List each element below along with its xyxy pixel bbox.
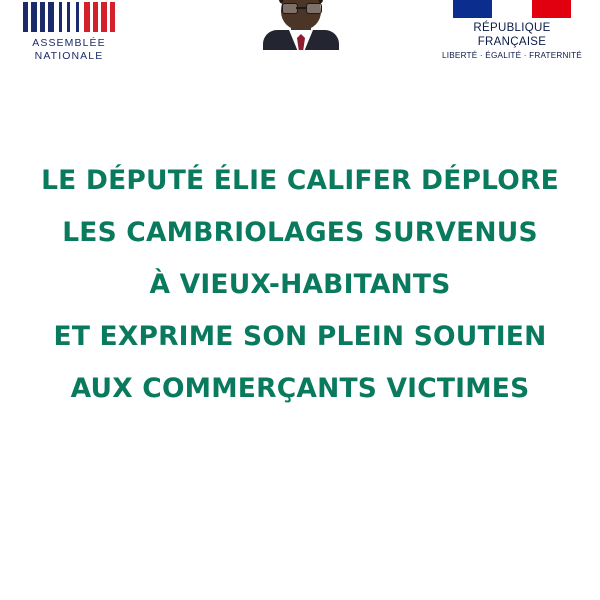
page-header (0, 0, 600, 78)
flag-stripe-white (54, 2, 85, 32)
headline-line: LES CAMBRIOLAGES SURVENUS (62, 217, 538, 248)
french-tricolor-flag-icon (453, 0, 571, 18)
republique-name: RÉPUBLIQUE FRANÇAISE (473, 22, 551, 48)
headline-line: LE DÉPUTÉ ÉLIE CALIFER DÉPLORE (41, 165, 559, 196)
portrait-glasses-bridge (296, 7, 306, 9)
tricolor-red (532, 0, 571, 18)
tricolor-white (492, 0, 531, 18)
flag-stripe-red (84, 2, 115, 32)
tricolor-blue (453, 0, 492, 18)
assemblee-nationale-logo (14, 2, 124, 63)
headline-line: ET EXPRIME SON PLEIN SOUTIEN (53, 321, 547, 352)
republique-francaise-logo (438, 0, 586, 62)
headline-line: À VIEUX-HABITANTS (149, 269, 451, 300)
assemblee-logo-line2: NATIONALE (34, 50, 104, 62)
announcement-headline (0, 155, 600, 415)
republique-motto: LIBERTÉ · ÉGALITÉ · FRATERNITÉ (442, 51, 582, 60)
flag-stripe-blue (23, 2, 54, 32)
assemblee-logo-text (14, 37, 124, 63)
deputy-portrait-photo (255, 0, 347, 50)
portrait-glasses-right (306, 3, 322, 14)
assemblee-logo-line1: ASSEMBLÉE (32, 37, 106, 49)
headline-line: AUX COMMERÇANTS VICTIMES (70, 373, 530, 404)
french-flag-assemblee-icon (23, 2, 115, 32)
